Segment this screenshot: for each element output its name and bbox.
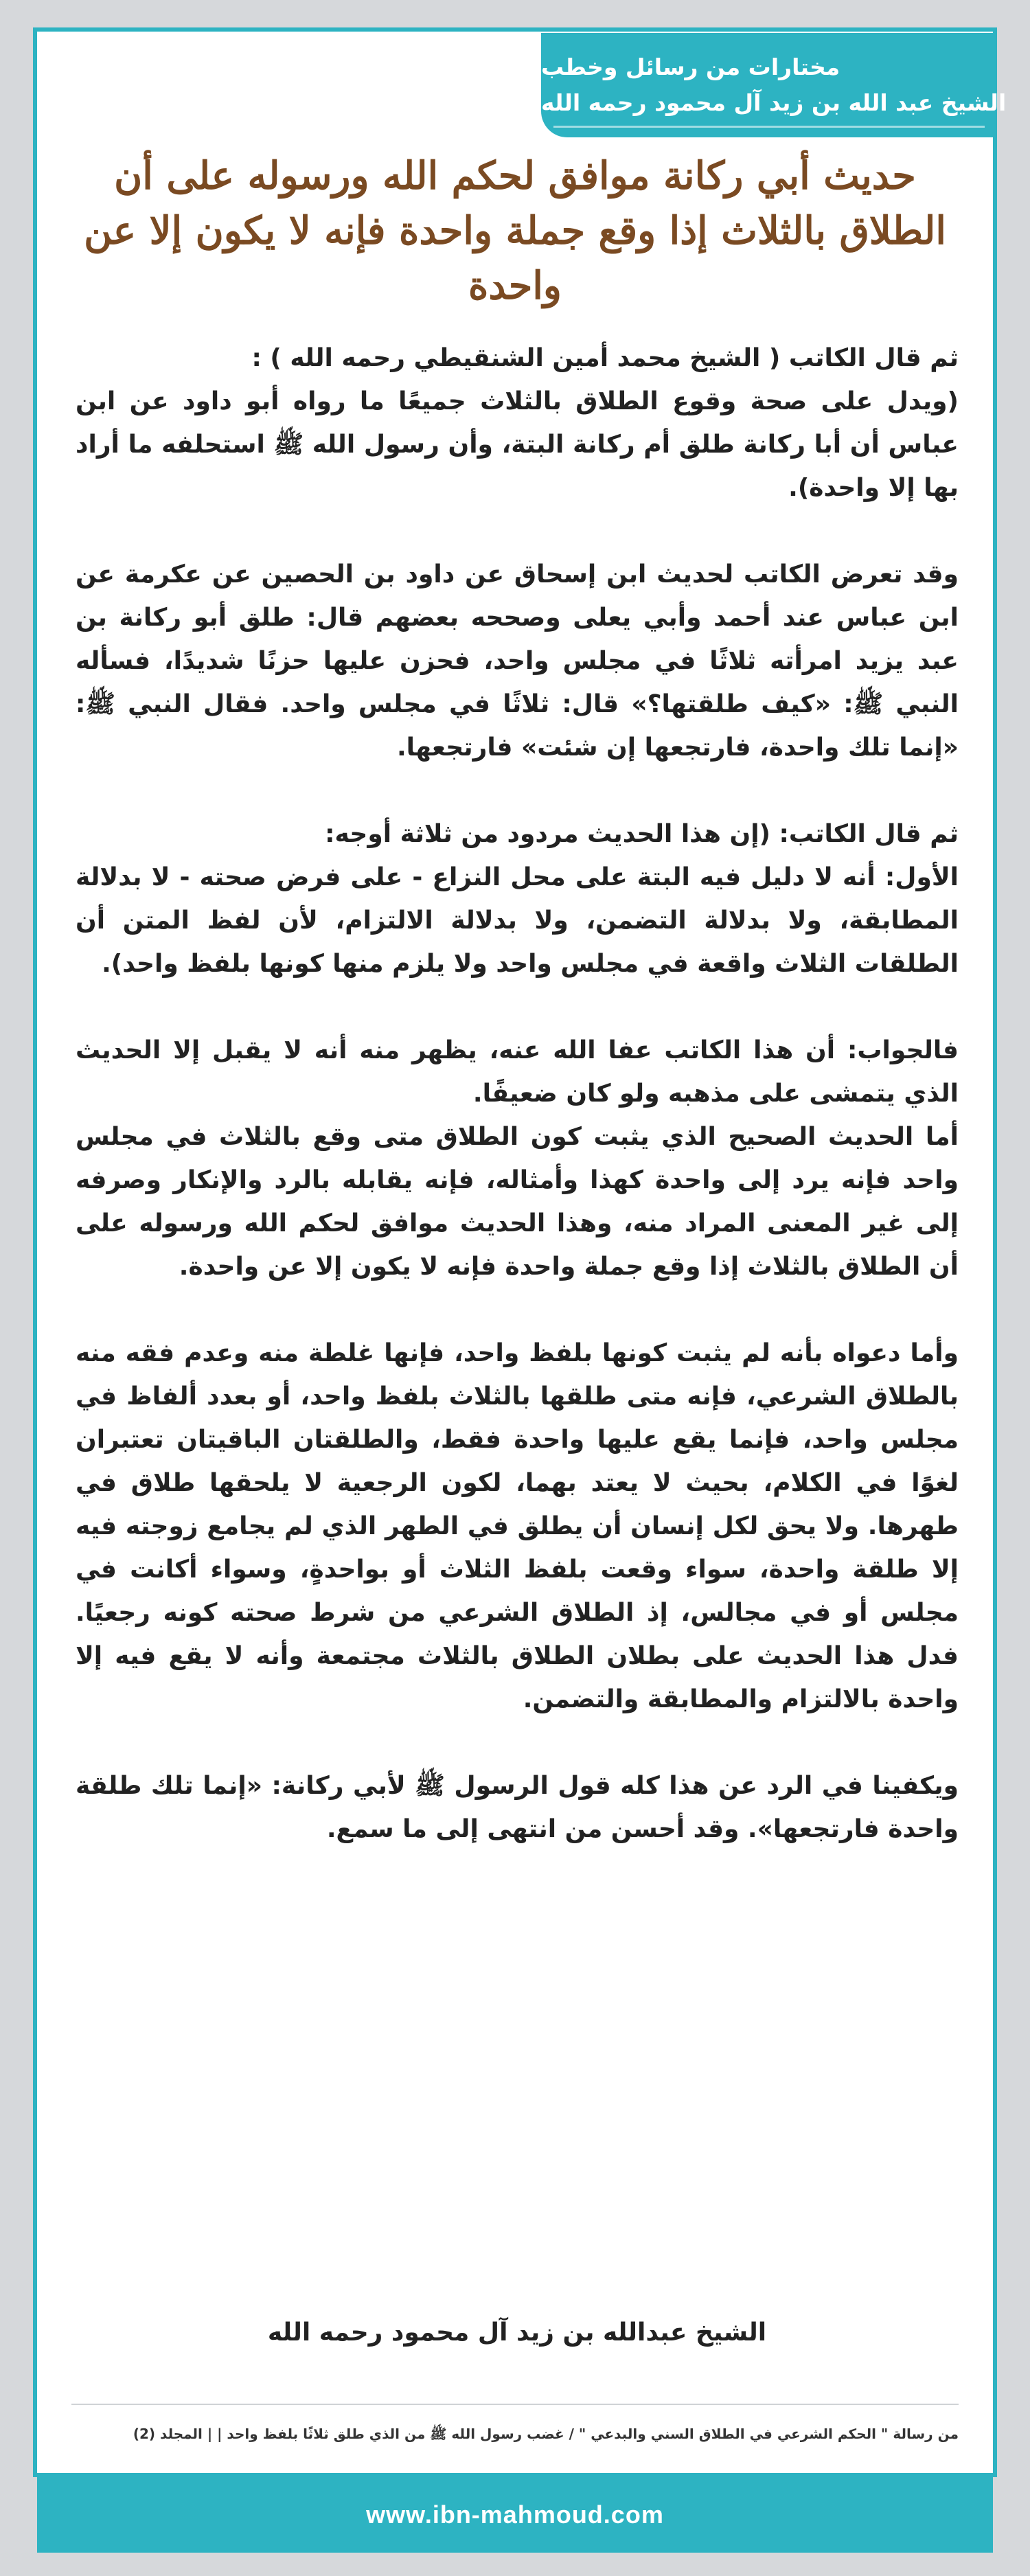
paragraph-gap bbox=[76, 510, 959, 553]
paragraph-gap bbox=[76, 769, 959, 812]
website-link[interactable]: www.ibn-mahmoud.com bbox=[366, 2500, 664, 2529]
paragraph: أما الحديث الصحيح الذي يثبت كون الطلاق متى وقع بالثلاث في مجلس واحد فإنه يرد إلى واحدة كهذا وأمثاله، فإنه يقابله بالرد والإنكار وصرفه إلى غير المعنى المراد منه، وهذا الحديث موافق لحكم الله ورسوله على أن الطلاق بالثلاث إذا وقع جملة واحدة فإنه لا يكون إلا عن واحدة. bbox=[76, 1123, 959, 1281]
paragraph-gap bbox=[76, 1721, 959, 1764]
header-banner bbox=[541, 33, 1007, 137]
paragraph: ويكفينا في الرد عن هذا كله قول الرسول ﷺ لأبي ركانة: «إنما تلك طلقة واحدة فارتجعها». وقد أحسن من انتهى إلى ما سمع. bbox=[76, 1772, 959, 1843]
footer-band bbox=[37, 2477, 993, 2553]
footer-divider bbox=[71, 2404, 959, 2405]
article-body bbox=[76, 337, 959, 1851]
author-signature: الشيخ عبدالله بن زيد آل محمود رحمه الله bbox=[267, 2318, 767, 2347]
paragraph: فالجواب: أن هذا الكاتب عفا الله عنه، يظهر منه أنه لا يقبل إلا الحديث الذي يتمشى على مذهبه ولو كان ضعيفًا. bbox=[76, 1036, 959, 1108]
paragraph-gap bbox=[76, 1288, 959, 1332]
paragraph: ثم قال الكاتب ( الشيخ محمد أمين الشنقيطي رحمه الله ) : bbox=[251, 344, 959, 372]
paragraph: وقد تعرض الكاتب لحديث ابن إسحاق عن داود بن الحصين عن عكرمة عن ابن عباس عند أحمد وأبي يعلى وصححه بعضهم قال: طلق أبو ركانة بن عبد يزيد امرأته ثلاثًا في مجلس واحد، فحزن عليها حزنًا شديدًا، فسأله النبي ﷺ: «كيف طلقتها؟» قال: ثلاثًا في مجلس واحد. فقال النبي ﷺ: «إنما تلك واحدة، فارتجعها إن شئت» فارتجعها. bbox=[76, 560, 959, 762]
header-author-name: الشيخ عبد الله بن زيد آل محمود رحمه الله bbox=[541, 89, 1007, 116]
header-series-title: مختارات من رسائل وخطب bbox=[541, 54, 840, 80]
paragraph: الأول: أنه لا دليل فيه البتة على محل النزاع - على فرض صحته - لا بدلالة المطابقة، ولا بدلالة التضمن، ولا بدلالة الالتزام، لأن لفظ المتن أن الطلقات الثلاث واقعة في مجلس واحد ولا يلزم منها كونها بلفظ واحد). bbox=[76, 863, 959, 978]
paragraph: وأما دعواه بأنه لم يثبت كونها بلفظ واحد، فإنها غلطة منه وعدم فقه منه بالطلاق الشرعي، فإنه متى طلقها بالثلاث بلفظ واحد، أو بعدد ألفاظ في مجلس واحد، فإنما يقع عليها واحدة فقط، والطلقتان الباقيتان تعتبران لغوًا في الكلام، بحيث لا يعتد بهما، لكون الرجعية لا يلحقها طلاق في طهرها. ولا يحق لكل إنسان أن يطلق في الطهر الذي لم يجامع زوجته فيه إلا طلقة واحدة، سواء وقعت بلفظ الثلاث أو بواحدةٍ، وسواء أكانت في مجلس أو في مجالس، إذ الطلاق الشرعي من شرط صحته كونه رجعيًا. فدل هذا الحديث على بطلان الطلاق بالثلاث مجتمعة وأنه لا يقع فيه إلا واحدة بالالتزام والمطابقة والتضمن. bbox=[76, 1339, 959, 1713]
article-title: حديث أبي ركانة موافق لحكم الله ورسوله على أن الطلاق بالثلاث إذا وقع جملة واحدة فإنه لا يكون إلا عن واحدة bbox=[84, 153, 946, 308]
paragraph: (ويدل على صحة وقوع الطلاق بالثلاث جميعًا ما رواه أبو داود عن ابن عباس أن أبا ركانة طلق أم ركانة البتة، وأن رسول الله ﷺ استحلفه ما أراد بها إلا واحدة). bbox=[76, 387, 959, 502]
paragraph-gap bbox=[76, 985, 959, 1029]
source-citation: من رسالة " الحكم الشرعي في الطلاق السني والبدعي " / غضب رسول الله ﷺ من الذي طلق ثلاثًا بلفظ واحد | | المجلد (2) bbox=[133, 2426, 959, 2442]
paragraph: ثم قال الكاتب: (إن هذا الحديث مردود من ثلاثة أوجه: bbox=[325, 820, 959, 848]
